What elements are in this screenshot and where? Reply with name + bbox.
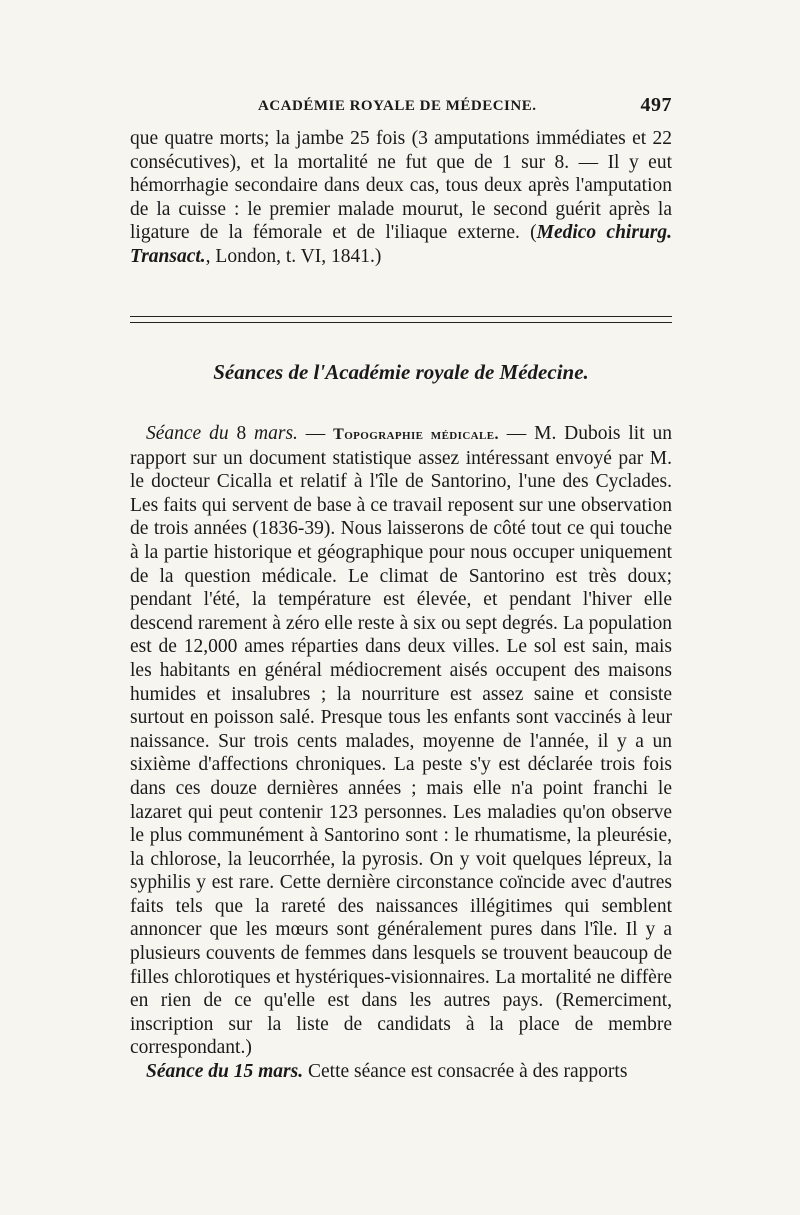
session-topic: Topographie médicale. <box>333 426 499 443</box>
session-month: mars. <box>254 423 298 444</box>
session-2-heading: Séance du 15 mars. <box>146 1061 304 1083</box>
citation-rest: , London, t. VI, 1841.) <box>205 245 382 267</box>
session-text: — M. Dubois lit un rapport sur un document statistique assez intéressant envoyé par M. le docteur Cicalla et relatif à l'île de Santorino, l'une des Cyclades. Les faits qui servent de base à ce travail reposent sur une observation de trois années (1836-39). Nous laisserons de côté tout ce qui touche à la partie historique et géographique pour nous occuper uniquement de la question médicale. Le climat de Santorino est très doux; pendant l'été, la température est élevée, et pendant l'hiver elle descend rarement à zéro elle reste à six ou sept degrés. La population est de 12,000 ames réparties dans deux villes. Le sol est sain, mais les habitants en général médiocrement aisés occupent des maisons humides et insalubres ; la nourriture est assez saine et consiste surtout en poisson salé. Presque tous les enfants sont vaccinés à leur naissance. Sur trois cents malades, moyenne de l'année, il y a un sixième d'affections chroniques. La peste s'y est déclarée trois fois dans ces douze dernières années ; mais elle n'a point franchi le lazaret qui peut contenir 123 personnes. Les maladies qu'on observe le plus communément à Santorino sont : le rhumatisme, la pleurésie, la chlorose, la leucorrhée, la pyrosis. On y voit quelques lépreux, la syphilis y est rare. Cette dernière circonstance coïncide avec d'autres faits tels que la rareté des naissances illégitimes qui semblent annoncer que les mœurs sont généralement pures dans l'île. Il y a plusieurs couvents de femmes dans lesquels se trouvent beaucoup de filles chlorotiques et hystériques-visionnaires. La mortalité ne diffère en rien de ce qu'elle est dans les autres pays. (Remerciment, inscription sur la liste de candidats à la place de membre correspondant.) <box>130 423 672 1059</box>
session-8-mars <box>130 422 672 1060</box>
session-dash: — <box>297 423 334 444</box>
session-15-mars <box>130 1060 672 1084</box>
section-title: Séances de l'Académie royale de Médecine. <box>213 360 589 384</box>
session-date: 8 <box>228 423 255 444</box>
session-2-text: Cette séance est consacrée à des rapports <box>303 1061 628 1083</box>
page-number: 497 <box>640 94 672 116</box>
session-reports <box>130 422 672 1084</box>
section-divider <box>130 316 672 323</box>
top-paragraph <box>130 127 672 269</box>
running-title: ACADÉMIE ROYALE DE MÉDECINE. <box>258 98 537 114</box>
session-heading: Séance du <box>146 423 229 444</box>
citation-journal: Medico chirurg. Transact. <box>130 222 672 267</box>
top-paragraph-text: que quatre morts; la jambe 25 fois (3 amputations immédiates et 22 consécutives), et la mortalité ne fut que de 1 sur 8. — Il y eut hémorrhagie secondaire dans deux cas, tous deux après l'amputation de la cuisse : le premier malade mourut, le second guérit après la ligature de la fémorale et de l'iliaque externe. ( <box>130 128 672 244</box>
